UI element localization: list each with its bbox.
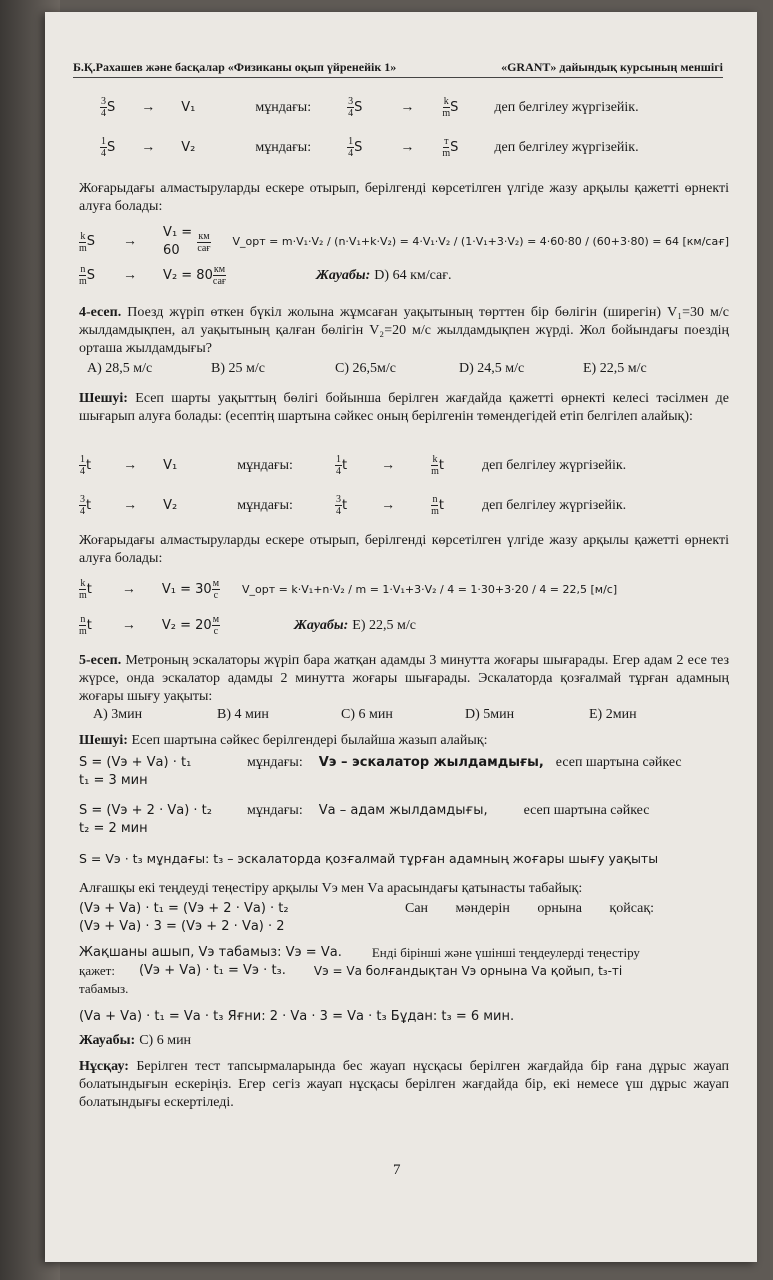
- note-text: деп белгілеу жүргізейік.: [481, 497, 627, 513]
- note-text: есеп шартына сәйкес: [523, 803, 650, 818]
- equation: V₂ = 20: [161, 617, 212, 633]
- label: мұндағы:: [255, 139, 312, 155]
- note-text: есеп шартына сәйкес: [555, 755, 682, 770]
- equation: S = (Vэ + 2 · Vа) · t₂: [79, 803, 212, 818]
- solution-5: [79, 732, 729, 750]
- symbol: S: [354, 99, 363, 115]
- unit-frac: $\frac{км}{\text{сағ}}$: [212, 264, 226, 287]
- note-text: Берілген тест тапсырмаларында бес жауап нұсқасы берілген жағдайда бір ғана дұрыс жауап болатындығын ескеріңіз. Егер сегіз жауап нұсқасы берілген жағдайда бір, екі немесе үш дұрыс жауап болатындығы ескертіледі.: [79, 1059, 730, 1110]
- frac: $\frac{1}{4}$: [348, 136, 354, 159]
- symbol: t: [341, 497, 348, 513]
- arrow: →: [141, 139, 156, 155]
- option: A) 3мин: [93, 707, 143, 722]
- equation: (Vа + Vа) · t₁ = Vа · t₃ Яғни: 2 · Vа · 3 = Vа · t₃ Бұдан: t₃ = 6 мин.: [79, 1009, 515, 1024]
- frac: $\frac{3}{4}$: [101, 96, 106, 119]
- equation: (Vэ + Vа) · 3 = (Vэ + 2 · Vа) · 2: [79, 919, 285, 934]
- instruction-note: [79, 1058, 729, 1112]
- symbol: t: [438, 497, 444, 513]
- solution-4: [79, 390, 729, 426]
- note-text: деп белгілеу жүргізейік.: [481, 457, 627, 473]
- unit-frac: $\frac{м}{с}$: [212, 614, 220, 637]
- equation-6: [79, 1008, 729, 1026]
- note-text: Сан мәндерін орнына қойсақ:: [405, 901, 655, 916]
- option: E) 22,5 м/с: [583, 361, 647, 376]
- definition: Vэ – эскалатор жылдамдығы,: [318, 755, 544, 770]
- arrow: →: [381, 497, 396, 513]
- label: мұндағы:: [237, 457, 293, 473]
- option: D) 24,5 м/с: [459, 361, 525, 376]
- problem-5-options: [93, 706, 713, 724]
- header-right: «GRANT» дайындық курсының меншігі: [501, 60, 723, 74]
- subst-row-2: [100, 136, 740, 159]
- problem-4-options: [87, 360, 707, 378]
- symbol: V₂: [181, 139, 196, 155]
- equation: V₁ = 30: [161, 581, 212, 597]
- option: C) 6 мин: [341, 707, 393, 722]
- arrow: →: [123, 497, 138, 513]
- answer-5: [79, 1032, 729, 1050]
- problem-4: [79, 304, 729, 358]
- label: мұндағы:: [237, 497, 293, 513]
- symbol: t: [341, 457, 348, 473]
- text: табамыз.: [79, 981, 129, 996]
- formula: V_орт = k·V₁+n·V₂ / m = 1·V₁+3·V₂ / 4 = 1·30+3·20 / 4 = 22,5 [м/с]: [242, 582, 618, 596]
- unit-frac: $\frac{м}{с}$: [212, 578, 220, 601]
- text: қажет:: [79, 963, 115, 978]
- note-label: Нұсқау:: [79, 1059, 129, 1074]
- problem-label: 5-есеп.: [79, 653, 122, 668]
- calc-1: $\frac{k}{m}$ S → V₁ = 60 $\frac{км}{\text{сағ}}$ V_орт = m·V₁·V₂ / (n·V₁+k·V₂) = 4·V₁·V₂ / (1·V₁+3·V₂) = 4·60·80 / (60+3·80) = 64 [км/сағ]: [79, 225, 729, 258]
- equation-block-4: [79, 900, 729, 936]
- subst-row-1: [100, 96, 740, 119]
- problem-text: Поезд жүріп өткен бүкіл жолына жұмсаған уақытының төрттен бір бөлігін (ширегін) V₁=30 м/с жылдамдықпен, ал уақытының қалған бөлігін V₂=20 м/с жылдамдықпен жүрді. Жол бойындағы поездің орташа жылдамдығы?: [79, 305, 729, 356]
- text: Жақшаны ашып, Vэ табамыз: Vэ = Vа.: [79, 945, 342, 960]
- problem-5: [79, 652, 729, 706]
- arrow: →: [400, 139, 415, 155]
- option: B) 25 м/с: [211, 361, 265, 376]
- answer: E) 22,5 м/с: [352, 617, 416, 633]
- frac: $\frac{k}{m}$: [79, 230, 87, 254]
- symbol: S: [107, 99, 116, 115]
- solution-text: Есеп шартына сәйкес берілгендері былайша жазып алайық:: [131, 733, 488, 748]
- note-text: деп белгілеу жүргізейік.: [494, 139, 639, 155]
- frac: $\frac{3}{4}$: [348, 96, 354, 119]
- calc-2: $\frac{k}{m}$ t → V₁ = 30 $\frac{м}{с}$ V_орт = k·V₁+n·V₂ / m = 1·V₁+3·V₂ / 4 = 1·30+3·20 / 4 = 22,5 [м/с]: [79, 578, 618, 601]
- header-left: Б.Қ.Рахашев және басқалар «Физиканы оқып үйренейік 1»: [73, 60, 397, 74]
- paragraph-2: Жоғарыдағы алмастыруларды ескере отырып, берілгенді көрсетілген үлгіде жазу арқылы қажетті өрнекті алуға болады:: [79, 533, 729, 566]
- equation: S = Vэ · t₃ мұндағы: t₃ – эскалаторда қозғалмай тұрған адамның жоғары шығу уақыты: [79, 851, 659, 866]
- equation: V₁ = 60: [163, 225, 193, 258]
- unit-frac: $\frac{км}{\text{сағ}}$: [197, 230, 211, 254]
- equation: t₁ = 3 мин: [79, 773, 148, 788]
- symbol: V₂: [163, 497, 178, 513]
- paragraph-3: Алғашқы екі теңдеуді теңестіру арқылы Vэ мен Vа арасындағы қатынасты табайық:: [79, 881, 583, 896]
- page-header: [73, 60, 723, 78]
- option: C) 26,5м/с: [335, 361, 396, 376]
- label: мұндағы:: [247, 803, 303, 818]
- answer: D) 64 км/сағ.: [374, 267, 452, 283]
- symbol: V₁: [181, 99, 196, 115]
- equation: V₂ = 80: [163, 267, 213, 283]
- symbol: S: [107, 139, 116, 155]
- calc-2b: $\frac{n}{m}$ t → V₂ = 20 $\frac{м}{с}$ Жауабы: E) 22,5 м/с: [79, 614, 416, 637]
- label: мұндағы:: [255, 99, 312, 115]
- formula: V_орт = m·V₁·V₂ / (n·V₁+k·V₂) = 4·V₁·V₂ / (1·V₁+3·V₂) = 4·60·80 / (60+3·80) = 64 [км/сағ]: [232, 235, 729, 248]
- option: D) 5мин: [465, 707, 515, 722]
- frac: $\frac{1}{4}$: [101, 136, 106, 159]
- symbol: t: [438, 457, 444, 473]
- solution-text: Есеп шарты уақыттың бөлігі бойынша берілген жағдайда қажетті өрнекті келесі тәсілмен де шығарып алуға болады: (есептің шартына сәйкес оның берілгенін төмендегідей етіп белгілеп алайық):: [79, 391, 729, 424]
- symbol: t: [86, 497, 92, 513]
- problem-text: Метроның эскалаторы жүріп бара жатқан адамды 3 минутта жоғары шығарады. Егер адам 2 есе тез жүрсе, онда эскалатор адамды 2 минутта жоғары шығарады. Эскалаторда қозғалмай тұрған адамның жоғары шығу уақыты:: [79, 653, 730, 704]
- answer-label: Жауабы:: [79, 1033, 136, 1048]
- symbol: V₁: [163, 457, 178, 473]
- frac: $\frac{n}{m}$: [79, 264, 87, 287]
- option: A) 28,5 м/с: [87, 361, 153, 376]
- definition: Vа – адам жылдамдығы,: [318, 803, 488, 818]
- text: Енді бірінші және үшінші теңдеулерді теңестіру: [371, 945, 640, 960]
- solution-label: Шешуі:: [79, 733, 128, 748]
- answer-label: Жауабы:: [294, 617, 349, 633]
- equation: (Vэ + Vа) · t₁ = Vэ · t₃.: [138, 963, 286, 978]
- subst-t-row-1: $\frac{1}{4}$ t → V₁ мұндағы: $\frac{1}{4}$ t → $\frac{k}{m}$ t деп белгілеу жүргізейік.: [80, 454, 627, 477]
- arrow: →: [123, 457, 138, 473]
- frac: $\frac{т}{m}$: [442, 136, 451, 159]
- label: мұндағы:: [247, 755, 303, 770]
- arrow: →: [141, 99, 156, 115]
- equation-3: [79, 850, 739, 868]
- note-text: деп белгілеу жүргізейік.: [494, 99, 639, 115]
- equation: t₂ = 2 мин: [79, 821, 148, 836]
- page-number: 7: [393, 1162, 401, 1178]
- paragraph-4: [79, 944, 729, 998]
- problem-label: 4-есеп.: [79, 305, 122, 320]
- symbol: t: [86, 457, 92, 473]
- answer-label: Жауабы:: [316, 267, 371, 283]
- symbol: S: [450, 139, 459, 155]
- answer: C) 6 мин: [139, 1033, 192, 1048]
- symbol: S: [450, 99, 459, 115]
- book-page: [45, 12, 757, 1262]
- frac: $\frac{k}{m}$: [442, 96, 451, 119]
- arrow: →: [381, 457, 396, 473]
- text: Vэ = Vа болғандықтан Vэ орнына Vа қойып, t₃-ті: [313, 964, 623, 978]
- equation-block-1: [79, 754, 729, 790]
- subst-t-row-2: $\frac{3}{4}$ t → V₂ мұндағы: $\frac{3}{4}$ t → $\frac{n}{m}$ t деп белгілеу жүргізейік.: [80, 494, 627, 517]
- paragraph-1: Жоғарыдағы алмастыруларды ескере отырып, берілгенді көрсетілген үлгіде жазу арқылы қажетті өрнекті алуға болады:: [79, 181, 729, 214]
- symbol: S: [354, 139, 363, 155]
- calc-1b: $\frac{n}{m}$ S → V₂ = 80 $\frac{км}{\text{сағ}}$ Жауабы: D) 64 км/сағ.: [79, 264, 452, 287]
- option: E) 2мин: [589, 707, 637, 722]
- equation: (Vэ + Vа) · t₁ = (Vэ + 2 · Vа) · t₂: [79, 901, 289, 916]
- equation-block-2: [79, 802, 729, 838]
- solution-label: Шешуі:: [79, 391, 128, 406]
- option: B) 4 мин: [217, 707, 269, 722]
- arrow: →: [400, 99, 415, 115]
- equation: S = (Vэ + Vа) · t₁: [79, 755, 192, 770]
